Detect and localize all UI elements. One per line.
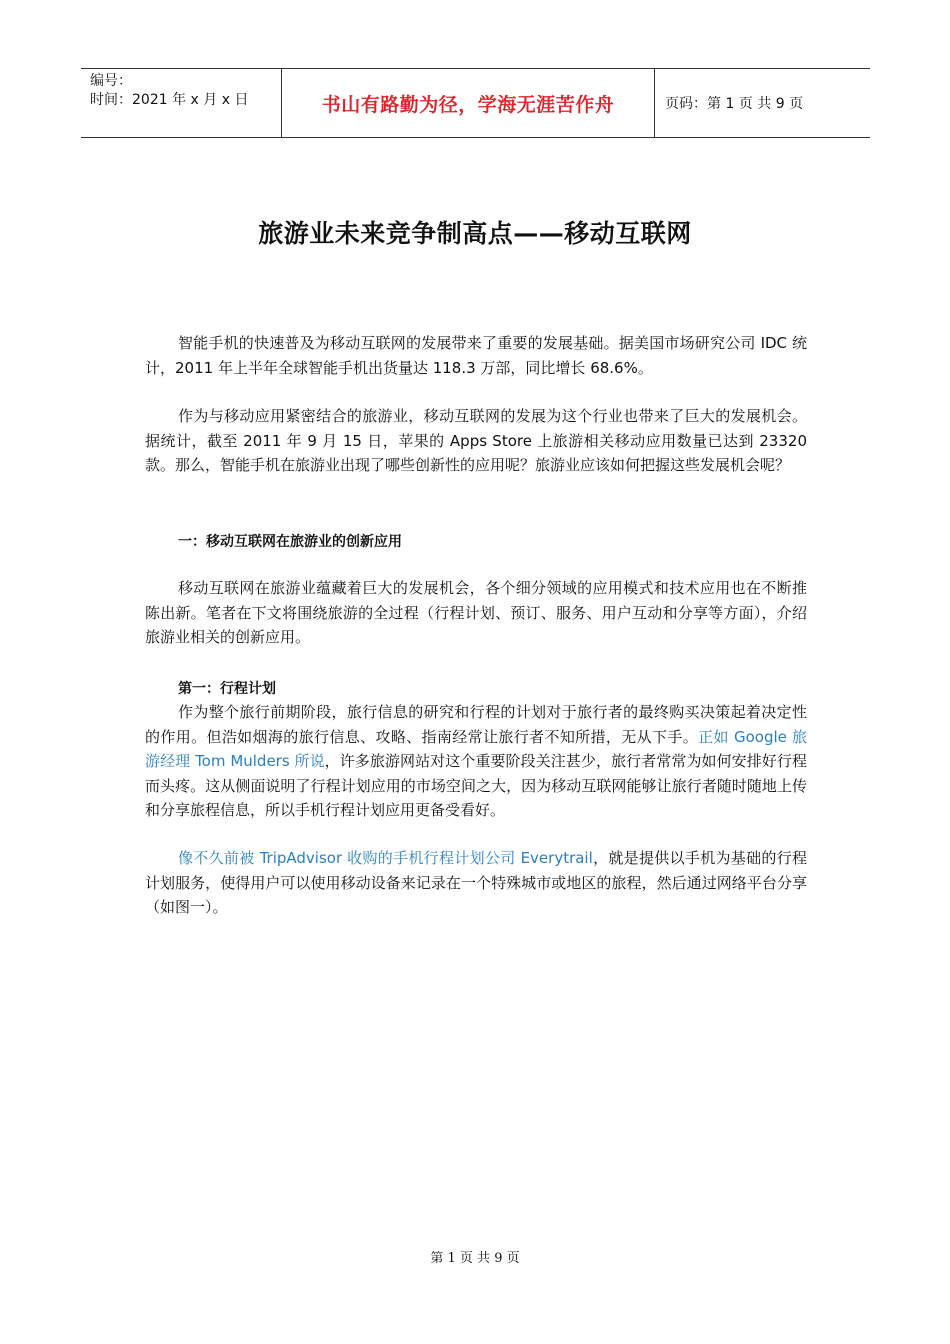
paragraph-4-text: 作为整个旅行前期阶段，旅行信息的研究和行程的计划对于旅行者的最终购买决策起着决定性的作用。但浩如烟海的旅行信息、攻略、指南经常让旅行者不知所措，无从下手。 — [145, 703, 807, 746]
paragraph-4-rest: ，许多旅游网站对这个重要阶段关注甚少，旅行者常常为如何安排好行程而头疼。这从侧面说明了行程计划应用的市场空间之大，因为移动互联网能够让旅行者随时随地上传和分享旅程信息，所以手机行程计划应用更备受看好。 — [145, 752, 807, 819]
paragraph-4 — [145, 700, 807, 823]
section-heading: 一：移动互联网在旅游业的创新应用 — [178, 534, 402, 550]
paragraph-5 — [145, 846, 807, 920]
motto: 书山有路勤为径，学海无涯苦作舟 — [321, 93, 615, 116]
header-motto-cell — [282, 69, 655, 137]
number-label: 编号： — [90, 73, 132, 89]
header-meta-cell — [81, 69, 282, 137]
paragraph-5-rest: ，就是提供以手机为基础的行程计划服务，使得用户可以使用移动设备来记录在一个特殊城市或地区的旅程，然后通过网络平台分享（如图一）。 — [145, 849, 807, 916]
page-info: 页码：第 1 页 共 9 页 — [665, 96, 804, 112]
google-quote-link[interactable]: 正如 Google 旅游经理 Tom Mulders 所说 — [145, 727, 807, 770]
header-page-cell — [655, 69, 870, 137]
paragraph-1: 智能手机的快速普及为移动互联网的发展带来了重要的发展基础。据美国市场研究公司 IDC 统计，2011 年上半年全球智能手机出货量达 118.3 万部，同比增长 68.6%。 — [145, 334, 807, 377]
time-label: 时间：2021 年 x 月 x 日 — [90, 92, 249, 108]
paragraph-3: 移动互联网在旅游业蕴藏着巨大的发展机会，各个细分领域的应用模式和技术应用也在不断推陈出新。笔者在下文将围绕旅游的全过程（行程计划、预订、服务、用户互动和分享等方面），介绍旅游业相关的创新应用。 — [145, 579, 807, 646]
paragraph-2: 作为与移动应用紧密结合的旅游业，移动互联网的发展为这个行业也带来了巨大的发展机会。据统计，截至 2011 年 9 月 15 日，苹果的 Apps Store 上旅游相关移动应用数量已达到 23320 款。那么，智能手机在旅游业出现了哪些创新性的应用呢？旅游业应该如何把握这些发展机会呢？ — [145, 407, 807, 474]
subsection-heading: 第一：行程计划 — [178, 681, 276, 697]
document-title: 旅游业未来竞争制高点——移动互联网 — [258, 219, 692, 248]
header-table — [81, 68, 870, 138]
everytrail-link[interactable]: 像不久前被 TripAdvisor 收购的手机行程计划公司 Everytrail — [178, 849, 593, 867]
page-footer: 第 1 页 共 9 页 — [430, 1251, 520, 1266]
